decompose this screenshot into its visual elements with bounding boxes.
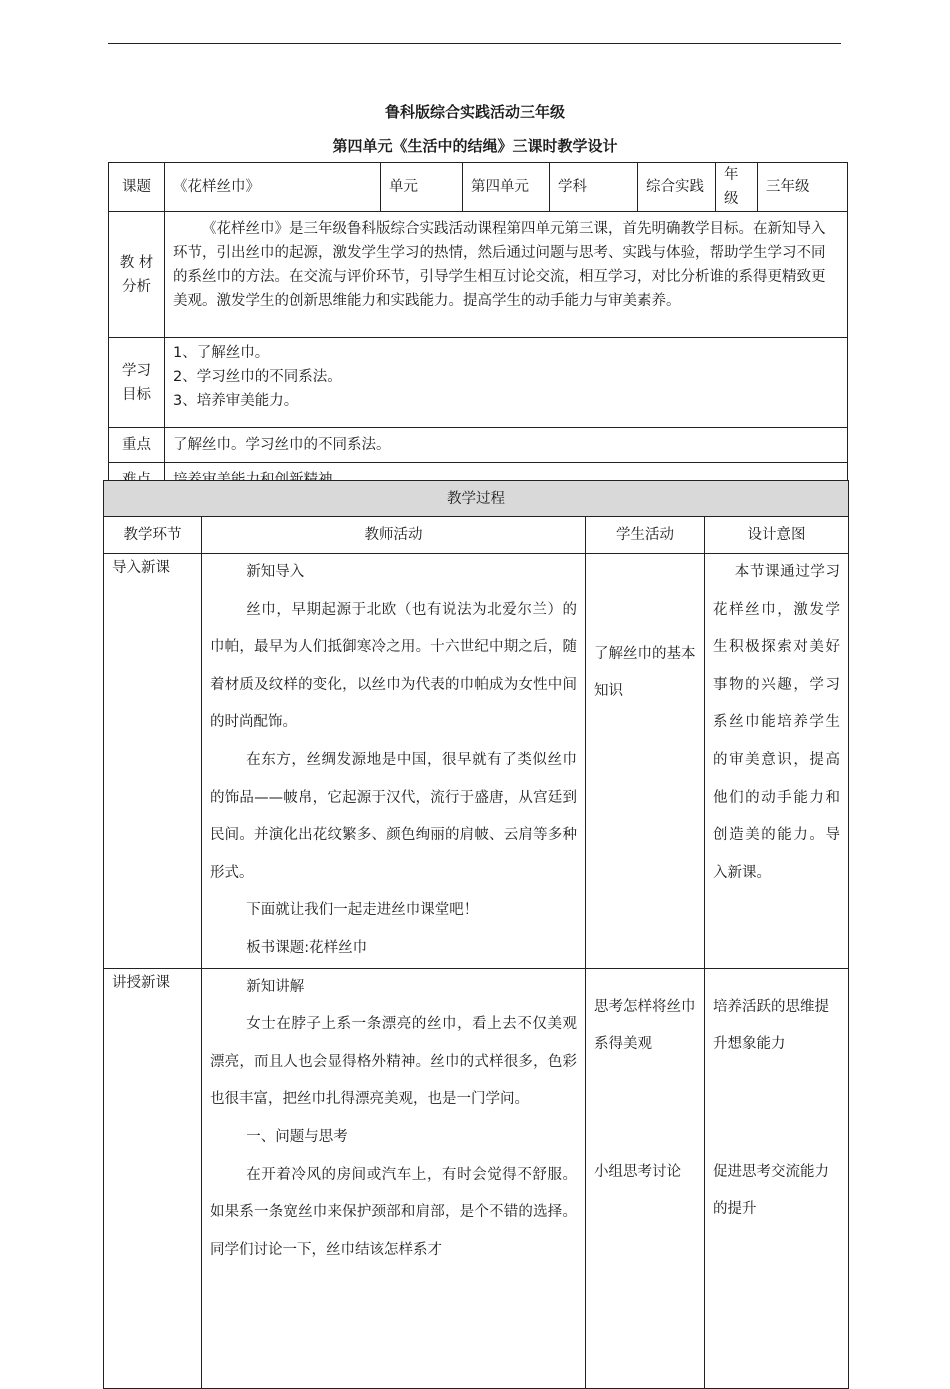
stage-cell: 讲授新课 — [104, 968, 202, 1388]
goal-item: 2、学习丝巾的不同系法。 — [173, 369, 342, 385]
process-row-teach — [104, 968, 849, 1388]
process-row-intro — [104, 554, 849, 969]
teacher-para: 新知导入 — [246, 564, 305, 580]
key-row — [109, 428, 848, 463]
intent-cell: 本节课通过学习花样丝巾，激发学生积极探索对美好事物的兴趣，学习系丝巾能培养学生的审美意识，提高他们的动手能力和创造美的能力。导入新课。 — [705, 554, 849, 969]
goals-row — [109, 338, 848, 428]
key-text: 了解丝巾。学习丝巾的不同系法。 — [165, 428, 848, 463]
col-header-intent: 设计意图 — [705, 517, 849, 554]
subject-value: 综合实践 — [638, 163, 716, 212]
stage-cell: 导入新课 — [104, 554, 202, 969]
document-subtitle: 第四单元《生活中的结绳》三课时教学设计 — [332, 137, 618, 155]
goals-label: 学习 目标 — [109, 338, 165, 428]
col-header-student: 学生活动 — [586, 517, 705, 554]
lesson-label: 课题 — [109, 163, 165, 212]
analysis-text: 《花样丝巾》是三年级鲁科版综合实践活动课程第四单元第三课，首先明确教学目标。在新知导入环节，引出丝巾的起源，激发学生学习的热情，然后通过问题与思考、实践与体验，帮助学生学习不同的系丝巾的方法。在交流与评价环节，引导学生相互讨论交流，相互学习，对比分析谁的系得更精致更美观。激发学生的创新思维能力和实践能力。提高学生的动手能力与审美素养。 — [165, 212, 848, 338]
lesson-info-table — [108, 162, 848, 498]
goal-item: 3、培养审美能力。 — [173, 393, 299, 409]
teacher-para: 板书课题:花样丝巾 — [246, 939, 368, 956]
intent-cell — [705, 968, 849, 1388]
grade-value: 三年级 — [758, 163, 848, 212]
info-header-row — [109, 163, 848, 212]
col-header-stage: 教学环节 — [104, 517, 202, 554]
document-title: 鲁科版综合实践活动三年级 — [384, 103, 565, 121]
process-header-row — [104, 517, 849, 554]
student-activity: 小组思考讨论 — [594, 1163, 681, 1180]
teacher-para: 丝巾，早期起源于北欧（也有说法为北爱尔兰）的巾帕，最早为人们抵御寒冷之用。十六世纪中期之后，随着材质及纹样的变化，以丝巾为代表的巾帕成为女性中间的时尚配饰。 — [210, 601, 577, 731]
design-intent: 促进思考交流能力的提升 — [713, 1163, 829, 1218]
teacher-para: 下面就让我们一起走进丝巾课堂吧！ — [246, 902, 479, 919]
key-label: 重点 — [109, 428, 165, 463]
student-cell — [586, 968, 705, 1388]
design-intent: 培养活跃的思维提升想象能力 — [713, 998, 829, 1053]
grade-label: 年级 — [716, 163, 758, 212]
analysis-row — [109, 212, 848, 338]
teacher-cell — [202, 554, 586, 969]
teacher-cell — [202, 968, 586, 1388]
teacher-para: 在开着冷风的房间或汽车上，有时会觉得不舒服。如果系一条宽丝巾来保护颈部和肩部，是个不错的选择。同学们讨论一下，丝巾结该怎样系才 — [210, 1166, 577, 1258]
teaching-process-table — [103, 480, 849, 1389]
student-cell: 了解丝巾的基本知识 — [586, 554, 705, 969]
subject-label: 学科 — [550, 163, 638, 212]
teacher-para: 新知讲解 — [246, 978, 305, 995]
header-rule — [108, 43, 841, 44]
col-header-teacher: 教师活动 — [202, 517, 586, 554]
student-activity: 思考怎样将丝巾系得美观 — [594, 998, 696, 1053]
analysis-label: 教 材 分析 — [109, 212, 165, 338]
teacher-para: 在东方，丝绸发源地是中国，很早就有了类似丝巾的饰品——帔帛，它起源于汉代，流行于盛唐，从宫廷到民间。并演化出花纹繁多、颜色绚丽的肩帔、云肩等多种形式。 — [210, 751, 577, 881]
unit-value: 第四单元 — [463, 163, 550, 212]
unit-label: 单元 — [381, 163, 463, 212]
teacher-para: 一、问题与思考 — [246, 1128, 348, 1145]
process-band-row — [104, 481, 849, 517]
goal-item: 1、了解丝巾。 — [173, 345, 270, 361]
process-band: 教学过程 — [104, 481, 849, 517]
goals-list — [165, 338, 848, 428]
teacher-para: 女士在脖子上系一条漂亮的丝巾，看上去不仅美观漂亮，而且人也会显得格外精神。丝巾的式样很多，色彩也很丰富，把丝巾扎得漂亮美观，也是一门学问。 — [210, 1016, 577, 1108]
lesson-value: 《花样丝巾》 — [165, 163, 381, 212]
